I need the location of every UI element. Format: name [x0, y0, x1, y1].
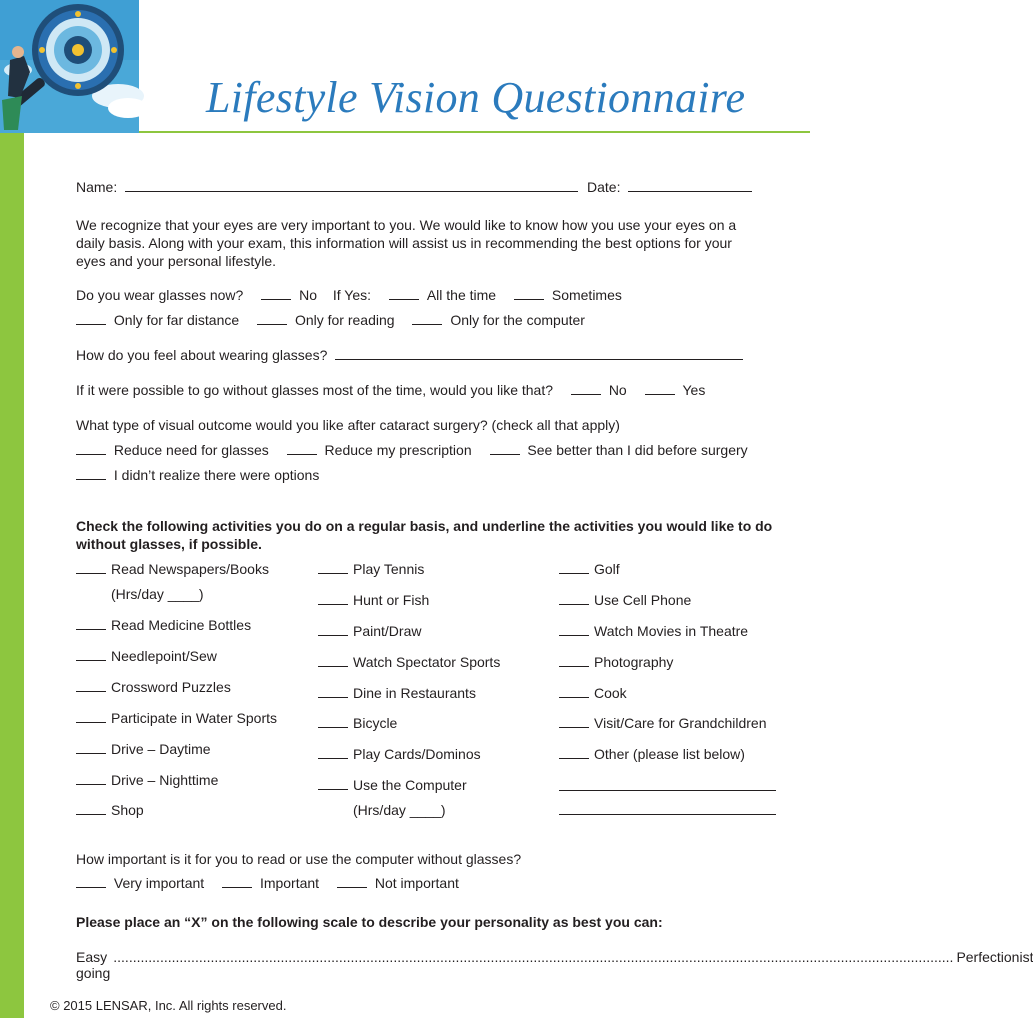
- glasses-question: Do you wear glasses now?: [76, 287, 244, 303]
- header-rule: [139, 131, 810, 133]
- name-field[interactable]: [125, 178, 578, 192]
- name-label: Name:: [76, 179, 118, 195]
- glasses-no-blank[interactable]: [261, 286, 291, 300]
- side-accent-bar: [0, 133, 24, 1018]
- reduce-rx-blank[interactable]: [287, 441, 317, 455]
- see-better-blank[interactable]: [490, 441, 520, 455]
- activity-item[interactable]: Participate in Water Sports: [76, 709, 277, 727]
- far-distance-label: Only for far distance: [113, 312, 240, 328]
- very-important-label: Very important: [113, 875, 205, 891]
- scale-dotted-line[interactable]: ........................................................................................................................................................................................................................: [113, 949, 954, 965]
- activity-item[interactable]: Photography: [559, 653, 673, 671]
- reduce-glasses-blank[interactable]: [76, 441, 106, 455]
- outcome-question: What type of visual outcome would you like after cataract surgery? (check all that apply): [76, 417, 620, 433]
- reading-blank[interactable]: [257, 311, 287, 325]
- not-important-blank[interactable]: [337, 874, 367, 888]
- other-activity-line[interactable]: [559, 814, 776, 815]
- activity-item[interactable]: Drive – Daytime: [76, 740, 211, 758]
- copyright-notice: © 2015 LENSAR, Inc. All rights reserved.: [50, 998, 287, 1013]
- activity-item[interactable]: Hunt or Fish: [318, 591, 429, 609]
- see-better-label: See better than I did before surgery: [527, 442, 748, 458]
- activity-item[interactable]: Bicycle: [318, 714, 397, 732]
- activity-item[interactable]: Drive – Nighttime: [76, 771, 218, 789]
- activity-item[interactable]: Needlepoint/Sew: [76, 647, 217, 665]
- activity-item: (Hrs/day ____): [111, 586, 204, 602]
- sometimes-blank[interactable]: [514, 286, 544, 300]
- reduce-glasses-label: Reduce need for glasses: [113, 442, 269, 458]
- activity-item[interactable]: Use Cell Phone: [559, 591, 691, 609]
- activity-item[interactable]: Use the Computer: [318, 776, 467, 794]
- activity-item[interactable]: Other (please list below): [559, 745, 745, 763]
- personality-scale[interactable]: [76, 949, 1033, 981]
- all-time-blank[interactable]: [389, 286, 419, 300]
- activity-item[interactable]: Golf: [559, 560, 620, 578]
- not-important-label: Not important: [374, 875, 459, 891]
- computer-blank[interactable]: [412, 311, 442, 325]
- reduce-rx-label: Reduce my prescription: [324, 442, 472, 458]
- activities-heading: Check the following activities you do on a regular basis, and underline the activities you would like to do without glasses, if possible.: [76, 518, 773, 552]
- scale-left-label: Easy going: [76, 949, 111, 981]
- activity-item[interactable]: Play Cards/Dominos: [318, 745, 481, 763]
- without-no-blank[interactable]: [571, 381, 601, 395]
- activity-item[interactable]: Read Newspapers/Books: [76, 560, 269, 578]
- computer-label: Only for the computer: [450, 312, 585, 328]
- important-blank[interactable]: [222, 874, 252, 888]
- without-yes-label: Yes: [682, 382, 706, 398]
- activity-item[interactable]: Visit/Care for Grandchildren: [559, 714, 766, 732]
- scale-right-label: Perfectionist: [956, 949, 1033, 965]
- all-time-label: All the time: [426, 287, 497, 303]
- activity-item[interactable]: Watch Spectator Sports: [318, 653, 500, 671]
- didnt-realize-blank[interactable]: [76, 466, 106, 480]
- page-title: Lifestyle Vision Questionnaire: [206, 73, 746, 122]
- activity-item[interactable]: Watch Movies in Theatre: [559, 622, 748, 640]
- activity-item[interactable]: Dine in Restaurants: [318, 684, 476, 702]
- far-distance-blank[interactable]: [76, 311, 106, 325]
- didnt-realize-label: I didn’t realize there were options: [113, 467, 320, 483]
- activity-item[interactable]: Shop: [76, 801, 144, 819]
- if-yes-label: If Yes:: [332, 287, 372, 303]
- glasses-no-label: No: [299, 287, 317, 303]
- magnifying-glass-eye-icon: [0, 0, 139, 133]
- feel-answer-field[interactable]: [335, 346, 743, 360]
- without-yes-blank[interactable]: [645, 381, 675, 395]
- activity-item[interactable]: Crossword Puzzles: [76, 678, 231, 696]
- feel-question: How do you feel about wearing glasses?: [76, 347, 328, 363]
- scale-heading: Please place an “X” on the following scale to describe your personality as best you can:: [76, 914, 663, 930]
- very-important-blank[interactable]: [76, 874, 106, 888]
- without-no-label: No: [608, 382, 627, 398]
- activity-item[interactable]: Cook: [559, 684, 627, 702]
- activity-item[interactable]: Play Tennis: [318, 560, 424, 578]
- reading-label: Only for reading: [294, 312, 395, 328]
- important-label: Important: [259, 875, 320, 891]
- date-field[interactable]: [628, 178, 752, 192]
- activity-item: (Hrs/day ____): [353, 802, 446, 818]
- activity-item[interactable]: Read Medicine Bottles: [76, 616, 251, 634]
- importance-question: How important is it for you to read or use the computer without glasses?: [76, 851, 522, 867]
- sometimes-label: Sometimes: [551, 287, 622, 303]
- activity-item[interactable]: Paint/Draw: [318, 622, 421, 640]
- intro-paragraph: We recognize that your eyes are very important to you. We would like to know how you use your eyes on a daily basis. Along with your exam, this information will assist us in recommending the best options for your eyes and your personal lifestyle.: [76, 217, 737, 269]
- without-glasses-question: If it were possible to go without glasses most of the time, would you like that?: [76, 382, 554, 398]
- date-label: Date:: [587, 179, 621, 195]
- other-activity-line[interactable]: [559, 790, 776, 791]
